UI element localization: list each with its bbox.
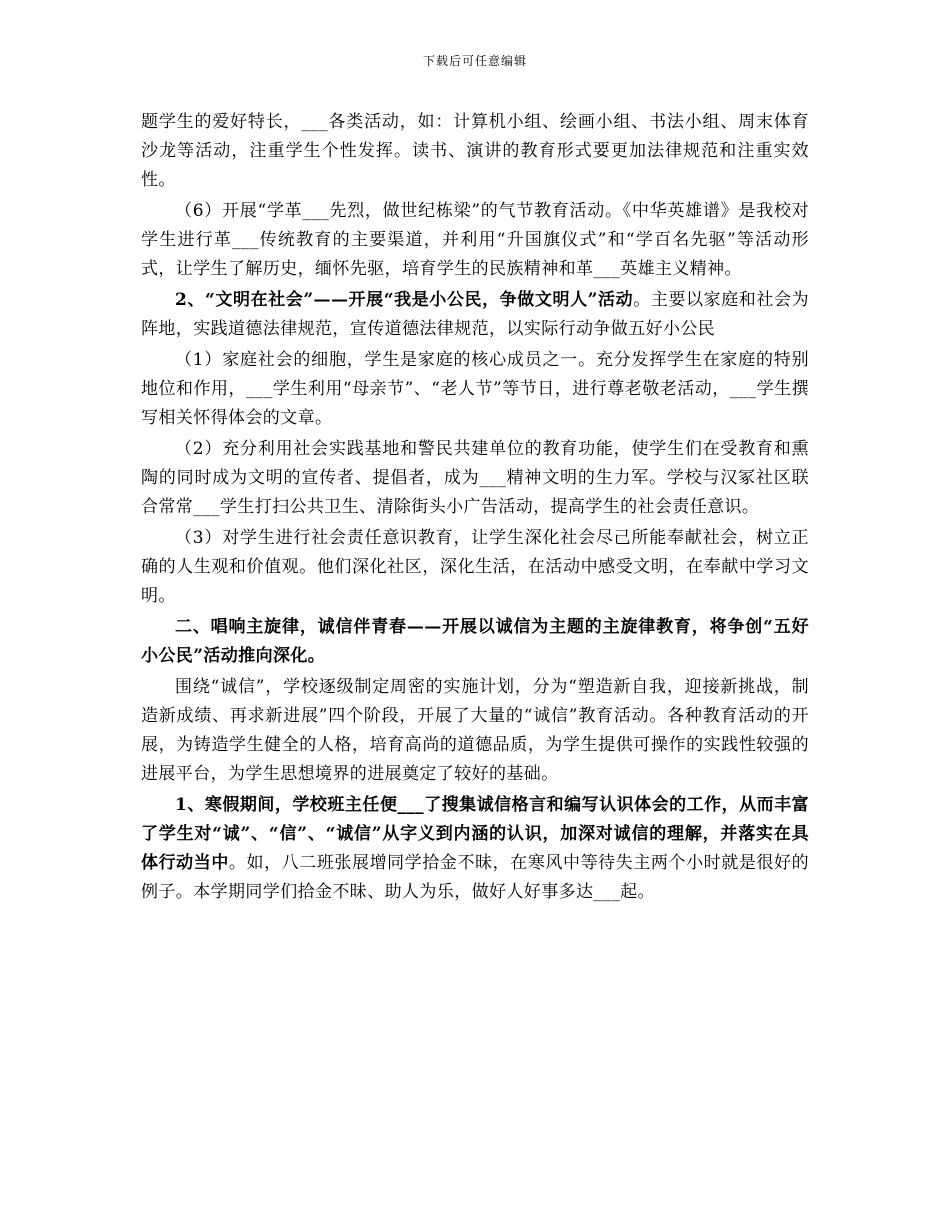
paragraph-item-1-text: （1）家庭社会的细胞，学生是家庭的核心成员之一。充分发挥学生在家庭的特别地位和作用，___学生利用“母亲节”、“老人节”等节日，进行尊老敬老活动，___学生撰写相关怀得体会的文章。: [141, 350, 809, 428]
section-2-heading: 2、“文明在社会”——开展“我是小公民，争做文明人”活动: [175, 290, 634, 310]
section-heading-two-text: 二、唱响主旋律，诚信伴青春——开展以诚信为主题的主旋律教育，将争创“五好小公民”活动推向深化。: [141, 617, 809, 666]
paragraph-winter-vacation: [141, 791, 809, 907]
section-2-heading-paragraph: [141, 286, 809, 344]
paragraph-item-2: [141, 435, 809, 522]
paragraph-item-6-text: （6）开展“学革___先烈，做世纪栋梁”的气节教育活动。《中华英雄谱》是我校对学生进行革___传统教育的主要渠道，并利用“升国旗仪式”和“学百名先驱”等活动形式，让学生了解历史，缅怀先驱，培育学生的民族精神和革___英雄主义精神。: [141, 201, 809, 279]
paragraph-item-1: [141, 346, 809, 433]
paragraph-1-text: 题学生的爱好特长，___各类活动，如：计算机小组、绘画小组、书法小组、周末体育沙龙等活动，注重学生个性发挥。读书、演讲的教育形式要更加法律规范和注重实效性。: [141, 112, 809, 190]
paragraph-item-3: [141, 524, 809, 611]
paragraph-item-3-text: （3）对学生进行社会责任意识教育，让学生深化社会尽己所能奉献社会，树立正确的人生观和价值观。他们深化社区，深化生活，在活动中感受文明，在奉献中学习文明。: [141, 528, 809, 606]
paragraph-item-6: [141, 197, 809, 284]
section-heading-two: [141, 613, 809, 671]
section-2-text: 。主要以家庭和社会为阵地，实践道德法律规范，宣传道德法律规范，以实际行动争做五好小公民: [141, 290, 809, 339]
paragraph-integrity-text: 围绕“诚信”，学校逐级制定周密的实施计划，分为“塑造新自我，迎接新挑战，制造新成绩、再求新进展”四个阶段，开展了大量的“诚信”教育活动。各种教育活动的开展，为铸造学生健全的人格，培育高尚的道德品质，为学生提供可操作的实践性较强的进展平台，为学生思想境界的进展奠定了较好的基础。: [141, 677, 809, 784]
page-header: 下载后可任意编辑: [422, 54, 527, 68]
winter-vacation-text: 。如，八二班张展增同学拾金不昧，在寒风中等待失主两个小时就是很好的例子。本学期同学们拾金不昧、助人为乐，做好人好事多达___起。: [141, 853, 809, 902]
document-body: [141, 108, 809, 909]
paragraph-item-2-text: （2）充分利用社会实践基地和警民共建单位的教育功能，使学生们在受教育和熏陶的同时成为文明的宣传者、提倡者，成为___精神文明的生力军。学校与汉冢社区联合常常___学生打扫公共卫生、清除街头小广告活动，提高学生的社会责任意识。: [141, 439, 809, 517]
paragraph-integrity: [141, 673, 809, 789]
winter-vacation-bold-text: 1、寒假期间，学校班主任便___了搜集诚信格言和编写认识体会的工作，从而丰富了学生对“诚”、“信”、“诚信”从字义到内涵的认识，加深对诚信的理解，并落实在具体行动当中: [141, 795, 809, 873]
paragraph-1: [141, 108, 809, 195]
